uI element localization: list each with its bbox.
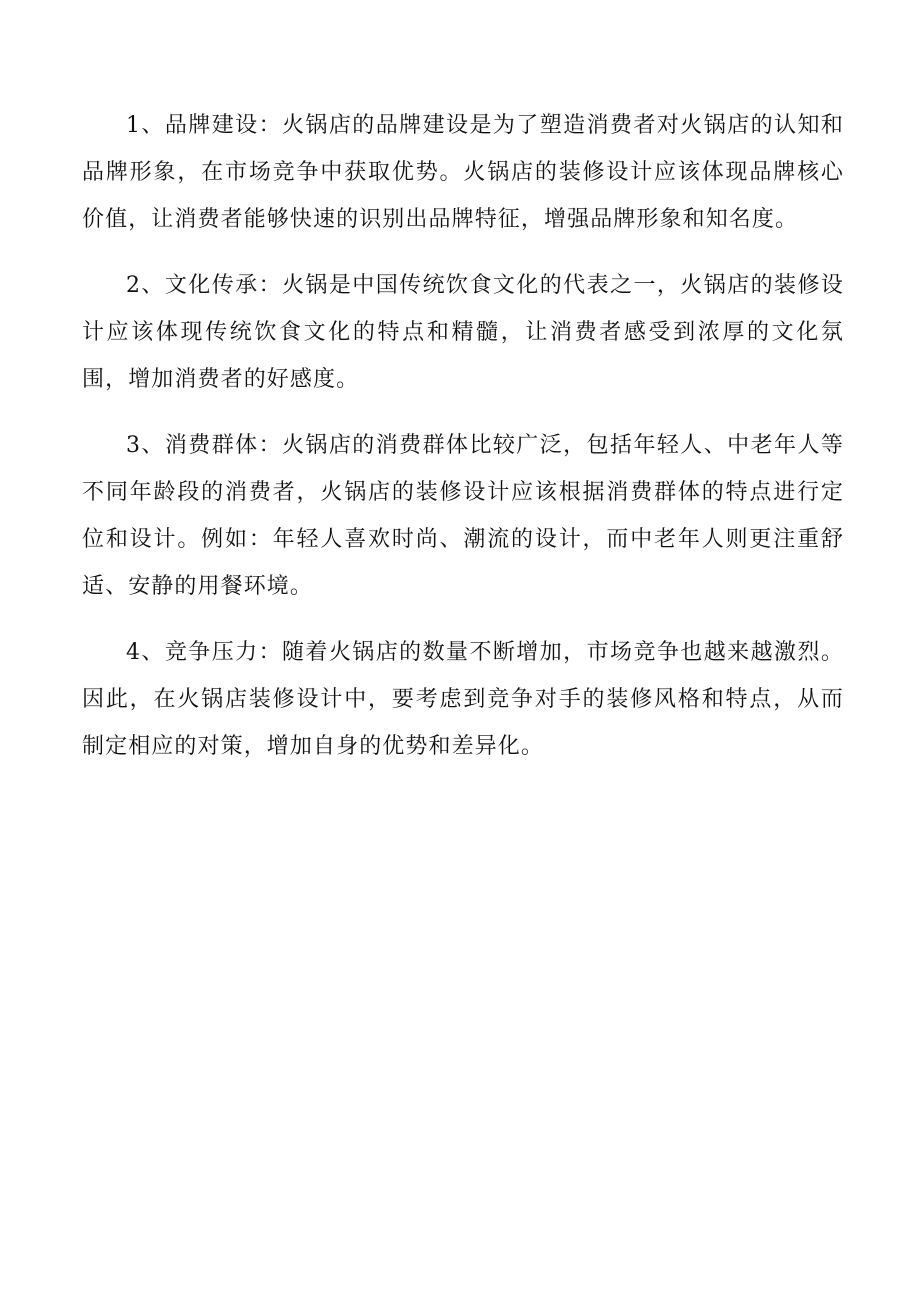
- paragraph-competition-pressure: 4、竞争压力：随着火锅店的数量不断增加，市场竞争也越来越激烈。因此，在火锅店装修设计中，要考虑到竞争对手的装修风格和特点，从而制定相应的对策，增加自身的优势和差异化。: [82, 640, 844, 759]
- paragraph-brand-building: 1、品牌建设：火锅店的品牌建设是为了塑造消费者对火锅店的认知和品牌形象，在市场竞争中获取优势。火锅店的装修设计应该体现品牌核心价值，让消费者能够快速的识别出品牌特征，增强品牌形象和知名度。: [82, 113, 844, 232]
- paragraph-cultural-heritage: 2、文化传承：火锅是中国传统饮食文化的代表之一，火锅店的装修设计应该体现传统饮食文化的特点和精髓，让消费者感受到浓厚的文化氛围，增加消费者的好感度。: [82, 273, 844, 392]
- document-body: [82, 102, 844, 789]
- paragraph-consumer-groups: 3、消费群体：火锅店的消费群体比较广泛，包括年轻人、中老年人等不同年龄段的消费者，火锅店的装修设计应该根据消费群体的特点进行定位和设计。例如：年轻人喜欢时尚、潮流的设计，而中老年人则更注重舒适、安静的用餐环境。: [82, 433, 844, 599]
